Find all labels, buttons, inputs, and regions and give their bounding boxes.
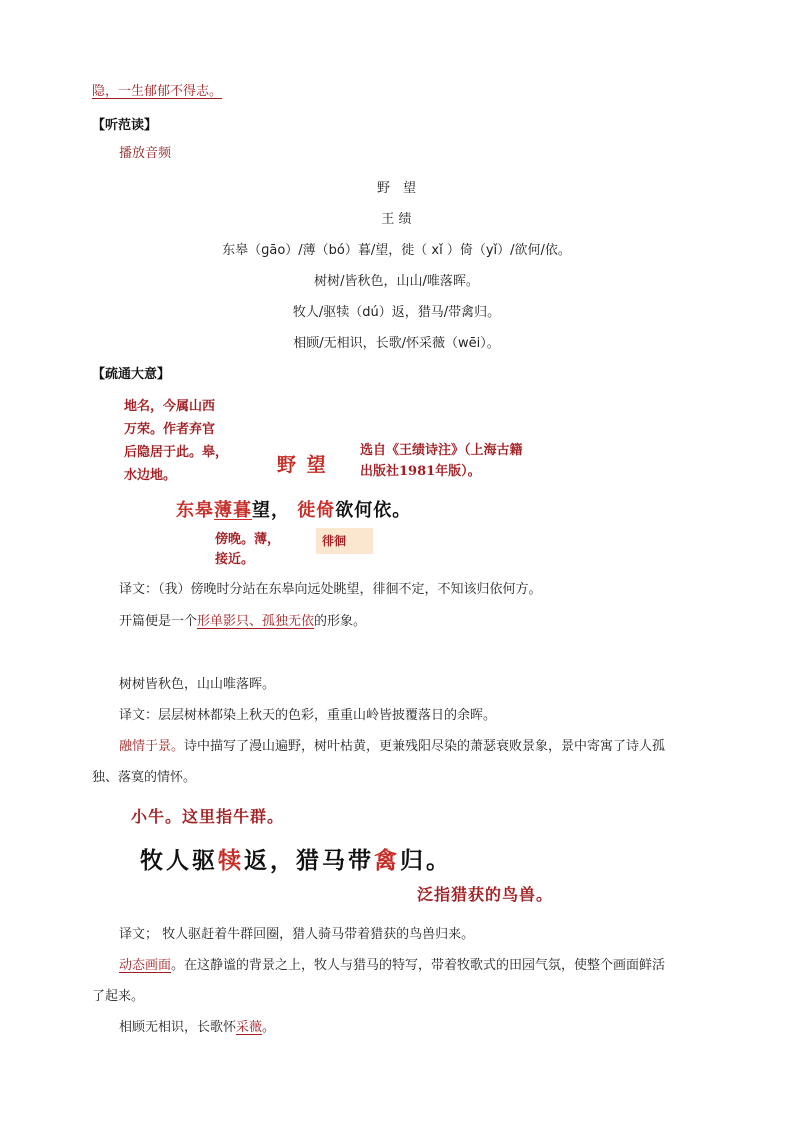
word-xiyi: 徙倚 — [297, 500, 336, 521]
poem-line-4: 相顾/无相识，长歌/怀采薇（wēi）。 — [293, 336, 500, 351]
play-audio-link[interactable]: 播放音频 — [119, 146, 172, 161]
word-dongao: 东皋 — [176, 500, 214, 521]
figure2-poem-line — [140, 842, 452, 875]
note-dongao-line: 后隐居于此。皋， — [124, 445, 229, 460]
word-wang: 望， — [252, 500, 290, 521]
word-gui: 归。 — [400, 848, 452, 874]
note-dongao-line: 万荣。作者弃官 — [124, 422, 216, 437]
top-line-text: 隐，一生郁郁不得志。 — [92, 84, 223, 99]
word-qin: 禽 — [374, 848, 400, 874]
note-source-line: 选自《王绩诗注》（上海古籍 — [360, 443, 523, 458]
note-xiyi-box — [316, 528, 373, 554]
analysis-1-highlight: 形单影只、孤独无依 — [197, 614, 315, 629]
figure1-title: 野 望 — [277, 454, 328, 476]
analysis-3-label: 动态画面 — [119, 958, 172, 973]
top-line — [92, 83, 222, 101]
xianggu-prefix: 相顾无相识，长歌怀 — [119, 1020, 237, 1035]
note-dongao — [124, 395, 228, 487]
word-yuheyi: 欲何依。 — [335, 500, 412, 521]
word-lie-ma: 返，猎马带 — [244, 848, 374, 874]
xianggu-suffix: 。 — [262, 1020, 276, 1035]
poem-title: 野 望 — [376, 181, 416, 196]
poem-line-1: 东皋（ɡāo）/薄（bó）暮/望，徙（ xǐ ）倚（yǐ）/欲何/依。 — [222, 243, 571, 258]
note-xiyi-text: 徘徊 — [322, 534, 347, 548]
note-bomu-line: 傍晚。薄， — [215, 532, 281, 547]
analysis-3-line2: 了起来。 — [92, 989, 145, 1004]
poem-line-2: 树树/皆秋色，山山/唯落晖。 — [314, 274, 479, 289]
note-bomu-line: 接近。 — [215, 552, 255, 567]
analysis-1-prefix: 开篇便是一个 — [119, 614, 198, 629]
listen-heading: 【听范读】 — [92, 118, 158, 133]
word-du: 犊 — [218, 848, 244, 874]
translation-1: 译文：（我）傍晚时分站在东皋向远处眺望，徘徊不定，不知该归依何方。 — [119, 582, 542, 597]
analysis-2-line1 — [119, 738, 665, 756]
poem-line-xianggu — [119, 1019, 275, 1037]
poem-line-3: 牧人/驱犊（dú）返，猎马/带禽归。 — [292, 305, 501, 320]
summary-heading: 【疏通大意】 — [92, 367, 171, 382]
note-dongao-line: 水边地。 — [124, 468, 177, 483]
note-dongao-line: 地名，今属山西 — [124, 399, 216, 414]
note-bomu — [215, 530, 280, 570]
analysis-2-label: 融情于景。 — [119, 739, 185, 754]
note-du: 小牛。这里指牛群。 — [131, 807, 285, 826]
poem-author: 王 绩 — [381, 212, 412, 227]
analysis-1-suffix: 的形象。 — [314, 614, 367, 629]
note-qin: 泛指猎获的鸟兽。 — [417, 885, 554, 904]
analysis-1 — [119, 613, 366, 631]
note-source-line: 出版社1981年版）。 — [360, 464, 481, 479]
poem-line-shushu: 树树皆秋色，山山唯落晖。 — [119, 677, 276, 692]
figure1-poem-line — [176, 496, 411, 522]
analysis-3-text: 。在这静谧的背景之上，牧人与猎马的特写，带着牧歌式的田园气氛，使整个画面鲜活 — [171, 958, 666, 973]
word-muren: 牧人驱 — [140, 848, 218, 874]
analysis-2-line2: 独、落寞的情怀。 — [92, 770, 197, 785]
translation-2: 译文：层层树林都染上秋天的色彩，重重山岭皆披覆落日的余晖。 — [119, 708, 497, 723]
xianggu-highlight: 采薇 — [236, 1020, 263, 1035]
word-bomu: 薄暮 — [214, 500, 252, 521]
note-source — [360, 440, 523, 482]
analysis-3-line1 — [119, 957, 665, 975]
analysis-2-text: 诗中描写了漫山遍野，树叶枯黄，更兼残阳尽染的萧瑟衰败景象，景中寄寓了诗人孤 — [184, 739, 666, 754]
translation-3: 译文； 牧人驱赶着牛群回圈，猎人骑马带着猎获的鸟兽归来。 — [119, 927, 475, 942]
